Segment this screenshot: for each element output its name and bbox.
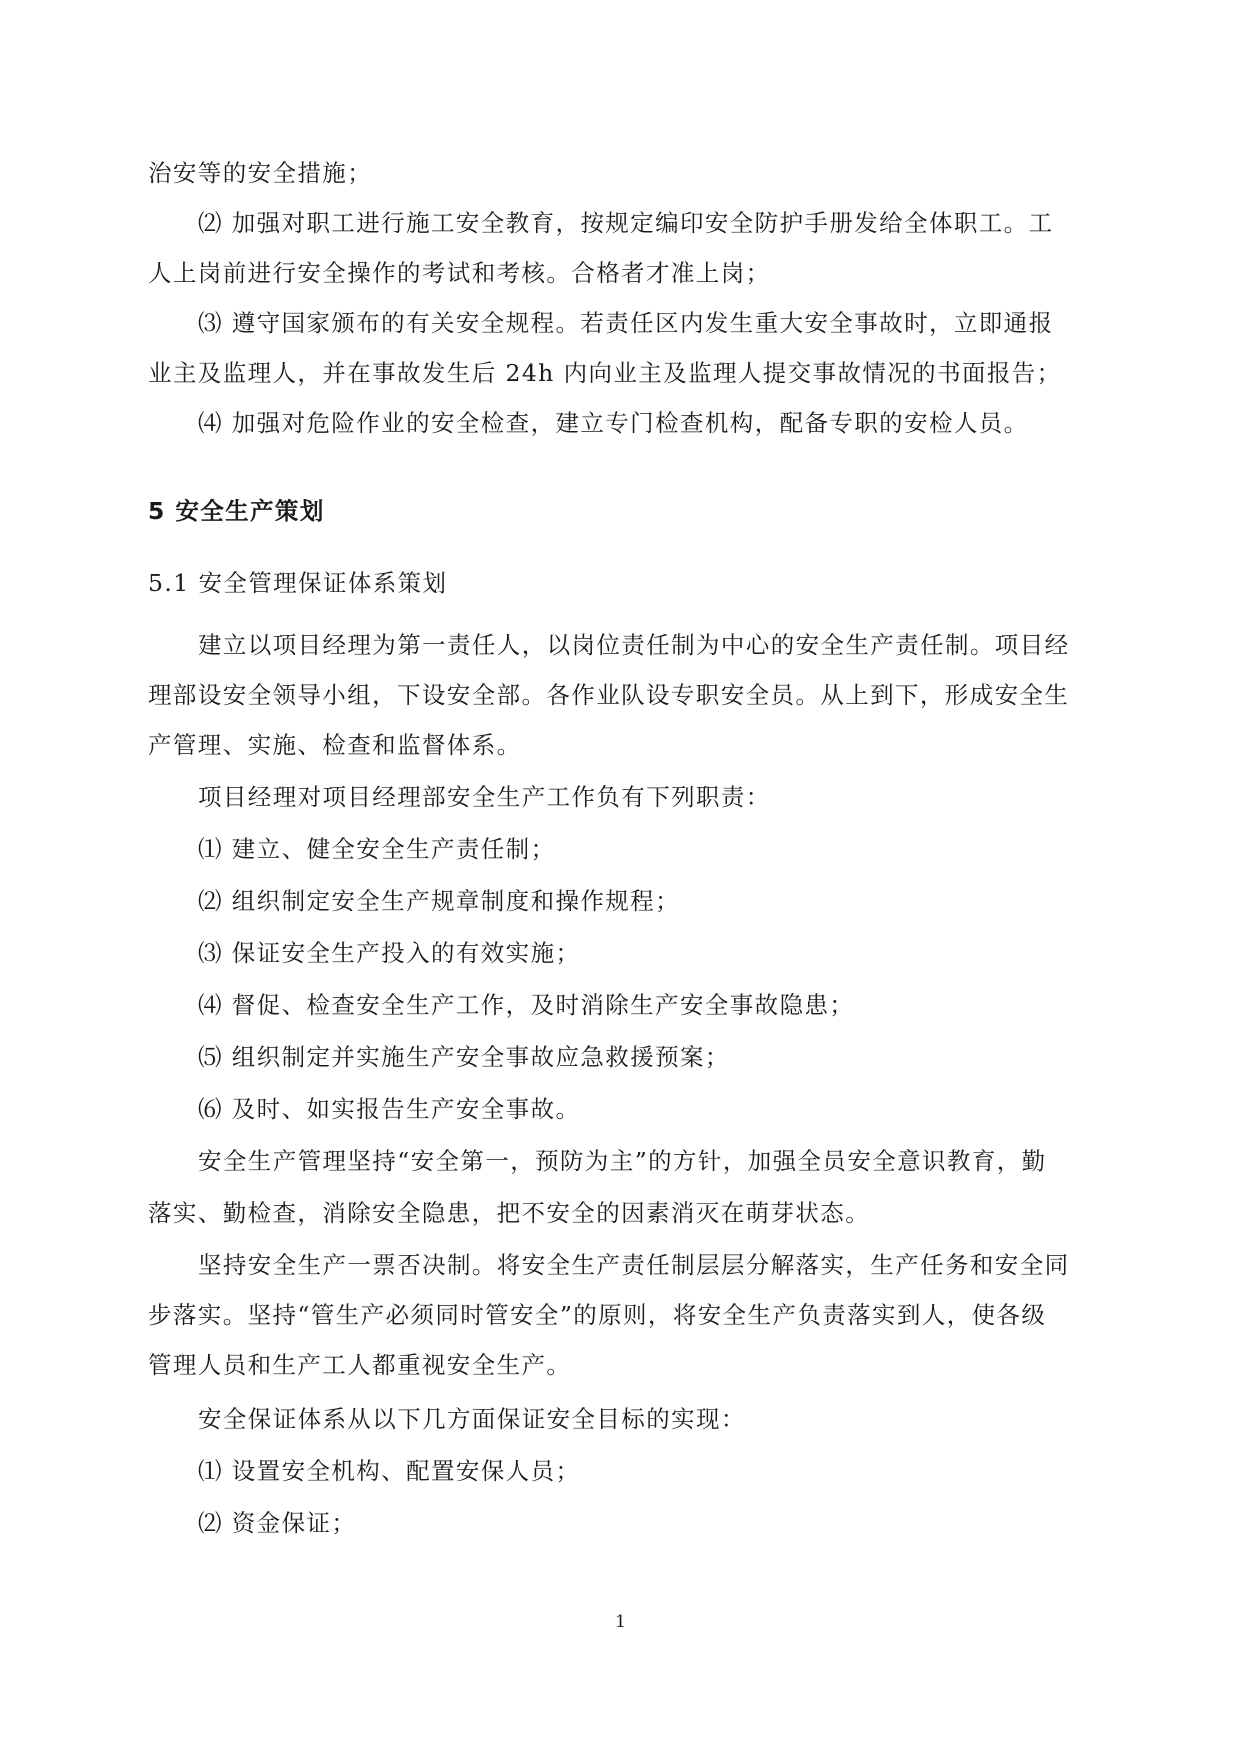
duty-item: ⑶ 保证安全生产投入的有效实施； [198,939,581,967]
para5: 安全保证体系从以下几方面保证安全目标的实现： [198,1405,746,1433]
guarantee-item: ⑴ 设置安全机构、配置安保人员； [198,1457,581,1485]
duty-item: ⑷ 督促、检查安全生产工作，及时消除生产安全事故隐患； [198,991,855,1019]
duty-item: ⑴ 建立、健全安全生产责任制； [198,835,556,863]
para2: 项目经理对项目经理部安全生产工作负有下列职责： [198,783,771,811]
duty-item: ⑸ 组织制定并实施生产安全事故应急救援预案； [198,1043,730,1071]
para4-line-2: 步落实。坚持“管生产必须同时管安全”的原则，将安全生产负责落实到人，使各级 [148,1301,1047,1329]
subsection-heading: 5.1 安全管理保证体系策划 [148,569,448,597]
para3-line-2: 落实、勤检查，消除安全隐患，把不安全的因素消灭在萌芽状态。 [148,1199,871,1227]
item-4-line-1: ⑷ 加强对危险作业的安全检查，建立专门检查机构，配备专职的安检人员。 [198,409,1029,437]
para3-line-1: 安全生产管理坚持“安全第一，预防为主”的方针，加强全员安全意识教育，勤 [198,1147,1047,1175]
para4-line-1: 坚持安全生产一票否决制。将安全生产责任制层层分解落实，生产任务和安全同 [198,1251,1070,1279]
para1-line-1: 建立以项目经理为第一责任人，以岗位责任制为中心的安全生产责任制。项目经 [198,631,1070,659]
duty-item: ⑹ 及时、如实报告生产安全事故。 [198,1095,581,1123]
item-3-line-1: ⑶ 遵守国家颁布的有关安全规程。若责任区内发生重大安全事故时，立即通报 [198,309,1054,337]
continuation-line: 治安等的安全措施； [148,159,373,187]
item-2-line-1: ⑵ 加强对职工进行施工安全教育，按规定编印安全防护手册发给全体职工。工 [198,209,1054,237]
page-number: 1 [615,1612,626,1632]
section-heading: 5 安全生产策划 [148,497,325,525]
item-3-line-2: 业主及监理人，并在事故发生后 24h 内向业主及监理人提交事故情况的书面报告； [148,359,1062,387]
para1-line-3: 产管理、实施、检查和监督体系。 [148,731,522,759]
para1-line-2: 理部设安全领导小组，下设安全部。各作业队设专职安全员。从上到下，形成安全生 [148,681,1070,709]
para4-line-3: 管理人员和生产工人都重视安全生产。 [148,1351,572,1379]
item-2-line-2: 人上岗前进行安全操作的考试和考核。合格者才准上岗； [148,259,771,287]
guarantee-item: ⑵ 资金保证； [198,1509,357,1537]
duty-item: ⑵ 组织制定安全生产规章制度和操作规程； [198,887,680,915]
